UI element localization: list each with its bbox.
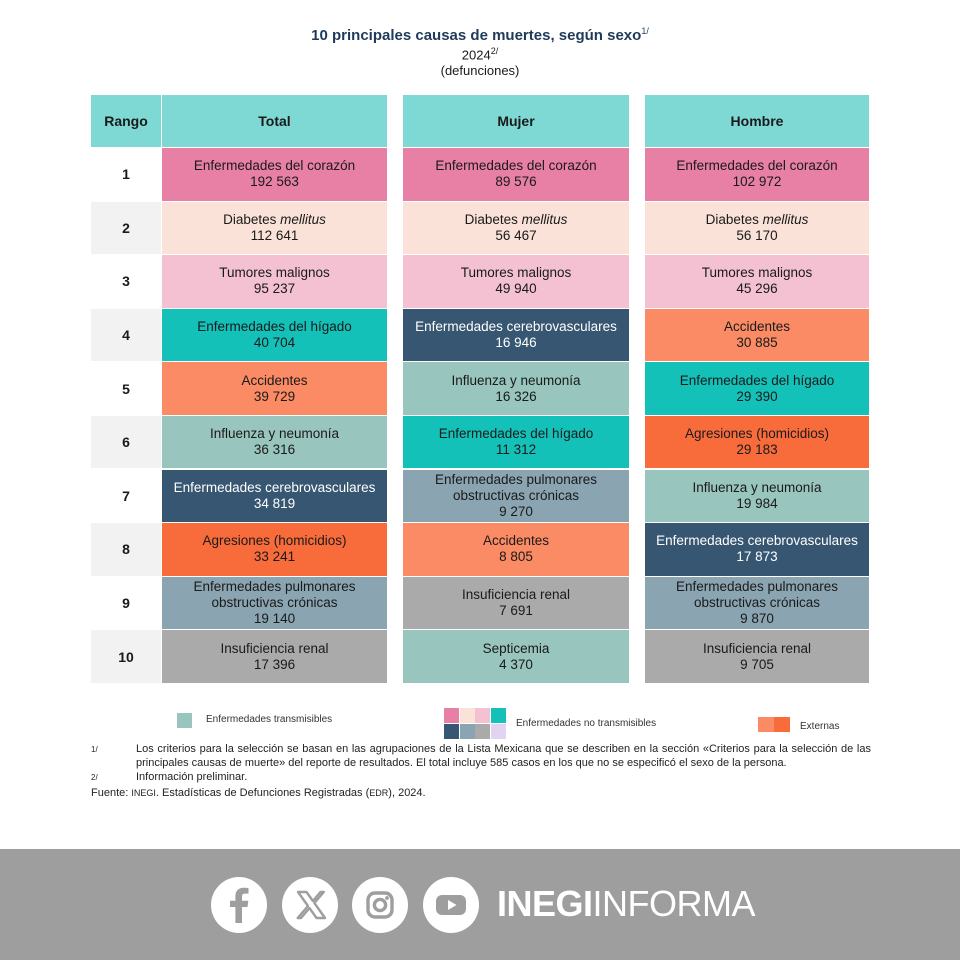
- cause-cell-total: [162, 309, 387, 362]
- cause-name: Agresiones (homicidios): [202, 533, 347, 549]
- cause-value: 29 390: [736, 388, 778, 404]
- cause-value: 45 296: [736, 281, 778, 297]
- cause-cell-mujer: [403, 577, 629, 630]
- legend: [0, 706, 960, 742]
- cause-name: Accidentes: [723, 319, 791, 335]
- cause-value: 29 183: [736, 442, 778, 458]
- cause-name: Tumores malignos: [219, 265, 330, 281]
- cause-name: Enfermedades del hígado: [438, 426, 594, 442]
- legend-swatch: [475, 708, 490, 723]
- cause-cell-total: [162, 523, 387, 576]
- brand-wordmark: INEGIINFORMA: [497, 883, 756, 924]
- cause-name: Enfermedades pulmonares obstructivas crónicas: [675, 579, 839, 610]
- cause-value: 17 873: [736, 549, 778, 565]
- cause-cell-mujer: [403, 255, 629, 308]
- cause-cell-hombre: [645, 470, 869, 523]
- cause-value: 95 237: [253, 281, 296, 297]
- cause-name: Diabetes mellitus: [464, 211, 568, 227]
- cause-cell-mujer: [403, 202, 629, 255]
- cause-cell-hombre: [645, 255, 869, 308]
- cause-value: 34 819: [253, 495, 296, 511]
- rank-cell: 10: [91, 630, 161, 683]
- cause-cell-hombre: [645, 523, 869, 576]
- cause-name: Influenza y neumonía: [692, 479, 822, 495]
- cause-name: Diabetes mellitus: [223, 211, 326, 227]
- legend-swatch: [774, 717, 790, 732]
- cause-value: 112 641: [250, 227, 299, 243]
- cause-cell-total: [162, 416, 387, 469]
- footnote-1: 1/ Los criterios para la selección se basan en las agrupaciones de la Lista Mexicana que se describen en la sección «Criterios para la selección de las principales causas de muerte» del reporte de resultados. El total incluye 585 casos en los que no se especificó el sexo de la persona.: [91, 743, 871, 769]
- cause-value: 9 705: [740, 656, 774, 672]
- cause-name: Enfermedades cerebrovasculares: [656, 533, 858, 549]
- cause-cell-mujer: [403, 148, 629, 201]
- cause-value: 19 984: [736, 495, 778, 511]
- cause-name: Influenza y neumonía: [209, 426, 340, 442]
- cause-cell-mujer: [403, 470, 629, 523]
- causes-table: [91, 95, 869, 683]
- rank-cell: 2: [91, 202, 161, 255]
- cause-cell-mujer: [403, 630, 629, 683]
- cause-name: Insuficiencia renal: [702, 640, 812, 656]
- cause-value: 40 704: [253, 335, 296, 351]
- cause-name: Diabetes mellitus: [705, 211, 809, 227]
- cause-value: 30 885: [736, 335, 778, 351]
- cause-value: 7 691: [499, 603, 533, 618]
- cause-value: 89 576: [495, 174, 537, 190]
- legend-swatch: [491, 724, 506, 739]
- legend-swatch: [444, 708, 459, 723]
- cause-value: 56 467: [495, 227, 537, 243]
- source-line: Fuente: INEGI. Estadísticas de Defunciones Registradas (EDR), 2024.: [91, 787, 426, 799]
- cause-name: Enfermedades cerebrovasculares: [415, 319, 617, 335]
- header-rank: Rango: [91, 95, 161, 147]
- rank-cell: 7: [91, 470, 161, 523]
- cause-cell-total: [162, 362, 387, 415]
- cause-cell-hombre: [645, 362, 869, 415]
- cause-name: Influenza y neumonía: [451, 372, 581, 388]
- cause-name: Enfermedades pulmonares obstructivas crónicas: [193, 579, 356, 610]
- cause-value: 192 563: [250, 174, 299, 190]
- rank-cell: 9: [91, 577, 161, 630]
- cause-name: Insuficiencia renal: [220, 640, 329, 656]
- cause-name: Agresiones (homicidios): [684, 426, 830, 442]
- cause-name: Enfermedades del hígado: [679, 372, 835, 388]
- cause-value: 11 312: [495, 442, 537, 458]
- cause-name: Enfermedades del corazón: [193, 158, 356, 174]
- cause-cell-total: [162, 148, 387, 201]
- cause-cell-total: [162, 202, 387, 255]
- cause-cell-hombre: [645, 148, 869, 201]
- cause-cell-mujer: [403, 523, 629, 576]
- cause-value: 4 370: [499, 656, 533, 672]
- cause-cell-hombre: [645, 202, 869, 255]
- cause-name: Enfermedades cerebrovasculares: [173, 479, 376, 495]
- cause-cell-hombre: [645, 577, 869, 630]
- legend-swatch: [460, 708, 475, 723]
- cause-name: Insuficiencia renal: [461, 587, 571, 602]
- rank-cell: 6: [91, 416, 161, 469]
- header-mujer: Mujer: [403, 95, 629, 147]
- footnote-2: 2/ Información preliminar.: [91, 771, 248, 783]
- rank-cell: 5: [91, 362, 161, 415]
- cause-name: Enfermedades pulmonares obstructivas crónicas: [434, 471, 598, 503]
- cause-value: 16 326: [495, 388, 537, 404]
- cause-cell-hombre: [645, 416, 869, 469]
- cause-value: 19 140: [253, 611, 296, 626]
- header-total: Total: [162, 95, 387, 147]
- instagram-icon[interactable]: [352, 877, 408, 933]
- total-column: [162, 95, 387, 683]
- rank-cell: 1: [91, 148, 161, 201]
- page-title: 10 principales causas de muertes, según sexo$^{1/}$: [311, 26, 649, 44]
- footer-banner: [0, 849, 960, 960]
- cause-name: Septicemia: [482, 640, 550, 656]
- cause-name: Enfermedades del corazón: [435, 158, 597, 174]
- cause-value: 9 270: [499, 503, 533, 519]
- legend-swatch: [491, 708, 506, 723]
- cause-value: 8 805: [499, 549, 533, 565]
- cause-name: Enfermedades del corazón: [676, 158, 838, 174]
- facebook-icon[interactable]: [211, 877, 267, 933]
- legend-swatch-externas: [758, 717, 790, 732]
- rank-cell: 4: [91, 309, 161, 362]
- x-icon[interactable]: [282, 877, 338, 933]
- cause-value: 33 241: [253, 549, 296, 565]
- legend-swatch: [475, 724, 490, 739]
- cause-value: 36 316: [253, 442, 296, 458]
- cause-cell-mujer: [403, 309, 629, 362]
- cause-value: 56 170: [736, 227, 778, 243]
- cause-cell-hombre: [645, 630, 869, 683]
- hombre-column: [645, 95, 869, 683]
- rank-column: [91, 95, 161, 683]
- title-block: [0, 26, 960, 78]
- legend-label-no-transmisibles: Enfermedades no transmisibles: [516, 718, 657, 729]
- youtube-icon[interactable]: [423, 877, 479, 933]
- cause-name: Tumores malignos: [701, 265, 813, 281]
- cause-cell-total: [162, 470, 387, 523]
- legend-swatch: [444, 724, 459, 739]
- cause-cell-total: [162, 577, 387, 630]
- rank-cell: 3: [91, 255, 161, 308]
- legend-swatch: [460, 724, 475, 739]
- cause-cell-hombre: [645, 309, 869, 362]
- cause-value: 17 396: [253, 656, 296, 672]
- mujer-column: [403, 95, 629, 683]
- legend-swatch: [758, 717, 774, 732]
- cause-name: Accidentes: [241, 372, 308, 388]
- legend-label-externas: Externas: [800, 721, 840, 732]
- cause-value: 16 946: [495, 335, 537, 351]
- cause-cell-mujer: [403, 416, 629, 469]
- legend-label-transmisibles: Enfermedades transmisibles: [206, 714, 333, 725]
- cause-value: 9 870: [740, 611, 774, 626]
- cause-cell-mujer: [403, 362, 629, 415]
- footnotes: [91, 742, 871, 800]
- cause-value: 39 729: [253, 388, 296, 404]
- cause-value: 49 940: [495, 281, 537, 297]
- cause-cell-total: [162, 630, 387, 683]
- year: $2024^{2/}$: [461, 46, 499, 63]
- cause-value: 102 972: [732, 174, 782, 190]
- header-hombre: Hombre: [645, 95, 869, 147]
- cause-name: Accidentes: [482, 533, 550, 549]
- cause-name: Enfermedades del hígado: [197, 319, 352, 335]
- unit-label: (defunciones): [440, 63, 520, 79]
- cause-name: Tumores malignos: [460, 265, 572, 281]
- legend-swatch-transmisibles: [177, 713, 192, 728]
- rank-cell: 8: [91, 523, 161, 576]
- legend-swatch-no-transmisibles: [444, 708, 506, 739]
- cause-cell-total: [162, 255, 387, 308]
